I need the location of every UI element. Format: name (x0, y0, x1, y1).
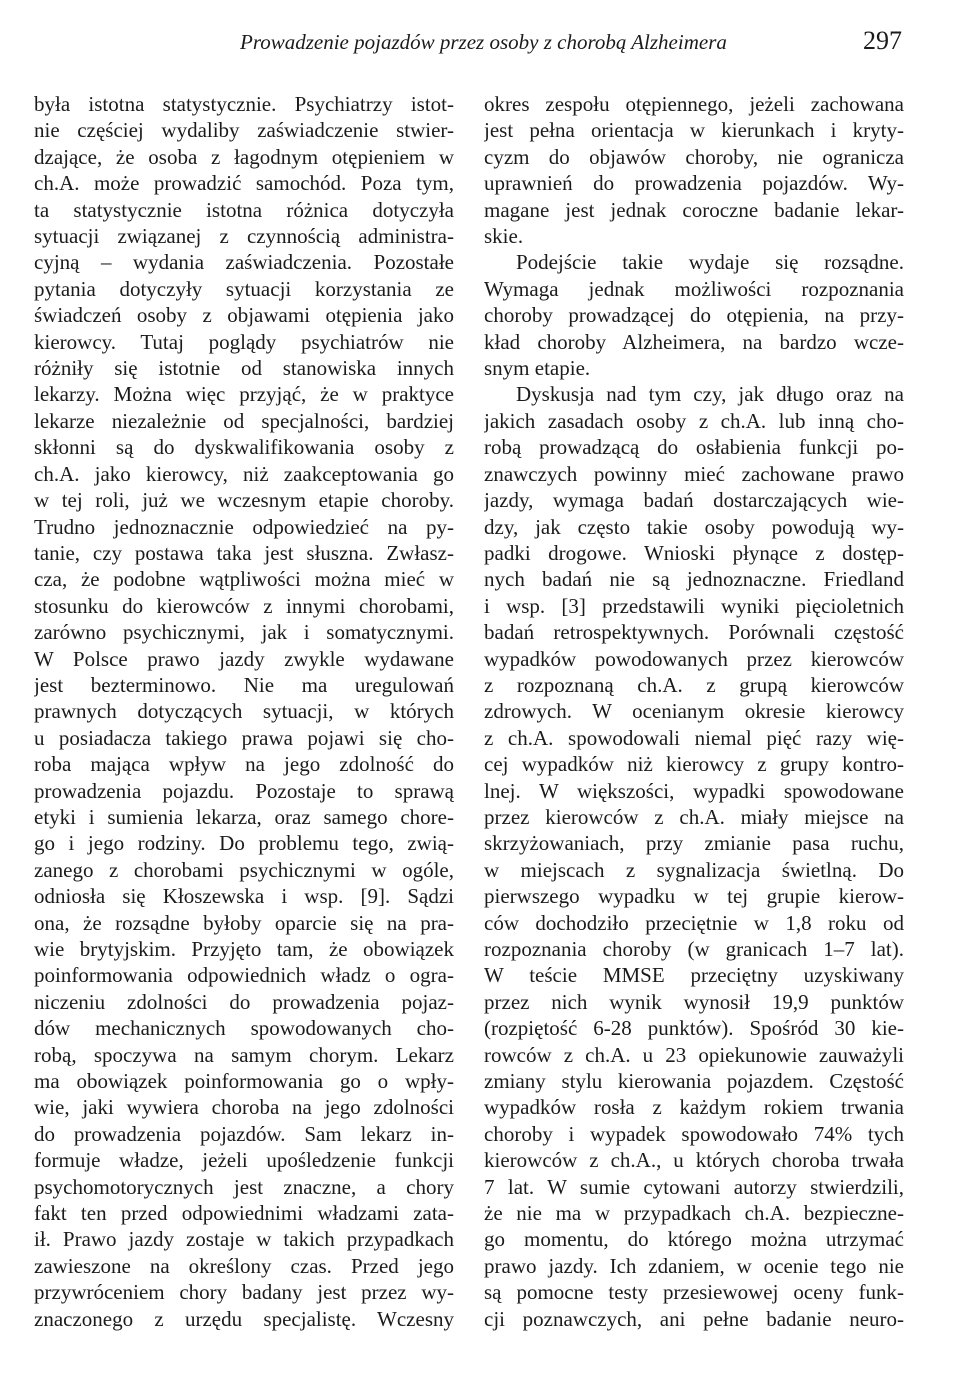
right-column-line: wypadków rosła z każdym rokiem trwania (484, 1095, 904, 1120)
left-column-line: stosunku do kierowców z innymi chorobami, (34, 593, 454, 618)
left-column-line: wie, jaki wywiera choroba na jego zdolności (34, 1095, 454, 1120)
left-column-line: wie brytyjskim. Przyjęto tam, że obowiązek (34, 937, 454, 961)
left-column-line: zawieszone na określony czas. Przed jego (34, 1253, 454, 1278)
right-column-line: badań retrospektywnych. Porównali częstość (484, 620, 904, 645)
left-column-line: psychomotorycznych jest znaczne, a chory (34, 1174, 454, 1199)
right-column-line: cej wypadków niż kierowcy z grupy kontro- (484, 752, 904, 777)
left-text-column (34, 91, 454, 1332)
right-column-line: w miejscach z sygnalizacja świetlną. Do (484, 857, 904, 882)
right-column-line: przez nich wynik wynosił 19,9 punktów (484, 989, 904, 1014)
right-column-line: robą prowadzącą do osłabienia funkcji po- (484, 435, 904, 460)
right-column-line: rowców z ch.A. u 23 opiekunowie zauważyli (484, 1042, 904, 1067)
right-column-line: i wsp. [3] przedstawili wyniki pięcioletnich (484, 593, 904, 618)
left-column-line: ch.A. może prowadzić samochód. Poza tym, (34, 171, 454, 196)
left-column-line: ch.A. jako kierowcy, niż zaakceptowania go (34, 461, 454, 486)
left-column-line: formuje władze, jeżeli upośledzenie funkcji (34, 1148, 454, 1173)
right-column-line: Podejście takie wydaje się rozsądne. (516, 250, 904, 275)
right-column-line: skrzyżowaniach, przy zmianie pasa ruchu, (484, 831, 904, 856)
left-column-line: sytuacji związanej z czynnością administra- (34, 224, 454, 249)
left-column-line: ona, że rozsądne byłoby oparcie się na pra- (34, 910, 454, 935)
left-column-line: pytania dotyczyły sytuacji korzystania ze (34, 276, 454, 301)
right-column-line: skie. (484, 224, 524, 249)
right-column-line: cji poznawczych, ani pełne badanie neuro- (484, 1306, 904, 1331)
right-column-line: z ch.A. spowodowali niemal pięć razy wię- (484, 725, 904, 750)
right-column-line: snym etapie. (484, 356, 591, 381)
left-column-line: odniosła się Kłoszewska i wsp. [9]. Sądzi (34, 884, 454, 909)
right-column-line: prawo jazdy. Ich zdaniem, w ocenie tego nie (484, 1253, 904, 1278)
left-column-line: ił. Prawo jazdy zostaje w takich przypadkach (34, 1227, 454, 1252)
right-column-line: kład choroby Alzheimera, na bardzo wcze- (484, 329, 904, 354)
left-column-line: znaczonego z urzędu specjalistę. Wczesny (34, 1306, 454, 1331)
right-column-line: Dyskusja nad tym czy, jak długo oraz na (516, 382, 904, 407)
right-column-line: cyzm do objawów choroby, nie ogranicza (484, 144, 904, 169)
page-number: 297 (863, 26, 902, 55)
left-column-line: etyki i sumienia lekarza, oraz samego chore- (34, 804, 454, 829)
right-column-line: że nie ma w przypadkach ch.A. bezpieczne- (484, 1201, 904, 1226)
left-column-line: lekarzy. Można więc przyjąć, że w praktyce (34, 382, 454, 407)
left-column-line: zanego z chorobami psychicznymi w ogóle, (34, 857, 454, 882)
right-column-line: wypadków powodowanych przez kierowców (484, 646, 904, 671)
left-column-line: cyjną – wydania zaświadczenia. Pozostałe (34, 250, 454, 275)
left-column-line: była istotna statystycznie. Psychiatrzy istot- (34, 92, 454, 116)
left-column-line: kierowcy. Tutaj poglądy psychiatrów nie (34, 329, 454, 354)
right-column-line: jest pełna orientacja w kierunkach i kryty- (484, 118, 904, 143)
left-column-line: dów mechanicznych spowodowanych cho- (34, 1016, 454, 1041)
left-column-line: lekarze niezależnie od specjalności, bardziej (34, 408, 454, 433)
right-column-line: uprawnień do prowadzenia pojazdów. Wy- (484, 171, 904, 196)
right-column-line: dzy, jak często takie osoby powodują wy- (484, 514, 904, 539)
right-column-line: lnej. W większości, wypadki spowodowane (484, 778, 904, 803)
right-column-line: choroby prowadzącej do otępienia, na przy- (484, 303, 904, 328)
right-column-line: kierowców z ch.A., u których choroba trwała (484, 1148, 904, 1173)
right-column-line: zdrowych. W ocenianym okresie kierowcy (484, 699, 904, 724)
left-column-line: nie częściej wydaliby zaświadczenie stwier- (34, 118, 454, 143)
left-column-line: tanie, czy postawa taka jest słuszna. Zwłasz- (34, 540, 454, 565)
right-column-line: jazdy, wymaga badań dostarczających wie- (484, 488, 904, 513)
left-column-line: niczeniu zdolności do prowadzenia pojaz- (34, 989, 454, 1014)
left-column-line: ta statystycznie istotna różnica dotyczyła (34, 197, 454, 222)
left-column-line: świadczeń osoby z objawami otępienia jako (34, 303, 454, 328)
left-column-line: cza, że podobne wątpliwości można mieć w (34, 567, 454, 592)
left-column-line: W Polsce prawo jazdy zwykle wydawane (34, 646, 454, 671)
left-column-line: do prowadzenia pojazdów. Sam lekarz in- (34, 1121, 454, 1146)
left-column-line: skłonni są do dyskwalifikowania osoby z (34, 435, 454, 460)
right-column-line: nych badań nie są jednoznaczne. Friedland (484, 567, 904, 592)
right-column-line: Wymaga jednak możliwości rozpoznania (484, 276, 904, 301)
right-column-line: magane jest jednak coroczne badanie lekar- (484, 197, 904, 222)
right-column-line: znawczych powinny mieć zachowane prawo (484, 461, 904, 486)
left-column-line: w tej roli, już we wczesnym etapie choroby. (34, 488, 454, 513)
left-column-line: przywróceniem chory badany jest przez wy- (34, 1280, 454, 1305)
left-column-line: prowadzenia pojazdu. Pozostaje to sprawą (34, 778, 454, 803)
right-column-line: przez kierowców z ch.A. miały miejsce na (484, 804, 904, 829)
right-column-line: ców dochodziło przeciętnie w 1,8 roku od (484, 910, 904, 935)
left-column-line: u posiadacza takiego prawa pojawi się cho- (34, 725, 454, 750)
left-column-line: ma obowiązek poinformowania go o wpły- (34, 1069, 454, 1094)
right-column-line: (rozpiętość 6-28 punktów). Spośród 30 kie- (484, 1016, 904, 1041)
right-column-line: okres zespołu otępiennego, jeżeli zachowana (484, 92, 904, 116)
left-column-line: robą, spoczywa na samym chorym. Lekarz (34, 1042, 454, 1067)
right-column-line: pierwszego wypadku w tej grupie kierow- (484, 884, 904, 909)
right-column-line: W teście MMSE przeciętny uzyskiwany (484, 963, 904, 988)
running-title: Prowadzenie pojazdów przez osoby z chorobą Alzheimera (240, 30, 727, 54)
right-column-line: są pomocne testy przesiewowej oceny funk- (484, 1280, 904, 1305)
right-column-line: 7 lat. W sumie cytowani autorzy stwierdzili, (484, 1174, 904, 1199)
right-column-line: z rozpoznaną ch.A. z grupą kierowców (484, 672, 904, 697)
left-column-line: roba mająca wpływ na jego zdolność do (34, 752, 454, 777)
right-column-line: choroby i wypadek spowodowało 74% tych (484, 1121, 904, 1146)
left-column-line: poinformowania odpowiednich władz o ogra- (34, 963, 454, 988)
right-column-line: rozpoznania choroby (w granicach 1–7 lat). (484, 937, 904, 961)
right-text-column (484, 91, 904, 1332)
right-column-line: padki drogowe. Wnioski płynące z dostęp- (484, 540, 904, 565)
left-column-line: Trudno jednoznacznie odpowiedzieć na py- (34, 514, 454, 539)
left-column-line: prawnych dotyczących sytuacji, w których (34, 699, 454, 724)
left-column-line: zarówno psychicznymi, jak i somatycznymi. (34, 620, 454, 645)
right-column-line: zmiany stylu kierowania pojazdem. Częstość (484, 1069, 904, 1094)
left-column-line: fakt ten przed odpowiednimi władzami zata- (34, 1201, 454, 1226)
right-column-line: jakich zasadach osoby z ch.A. lub inną cho- (484, 408, 904, 433)
right-column-line: go momentu, do którego można utrzymać (484, 1227, 904, 1252)
left-column-line: dzające, że osoba z łagodnym otępieniem w (34, 144, 454, 169)
left-column-line: różniły się istotnie od stanowiska innych (34, 356, 454, 381)
left-column-line: jest bezterminowo. Nie ma uregulowań (34, 672, 454, 697)
left-column-line: go i jego rodziny. Do problemu tego, zwią- (34, 831, 454, 856)
